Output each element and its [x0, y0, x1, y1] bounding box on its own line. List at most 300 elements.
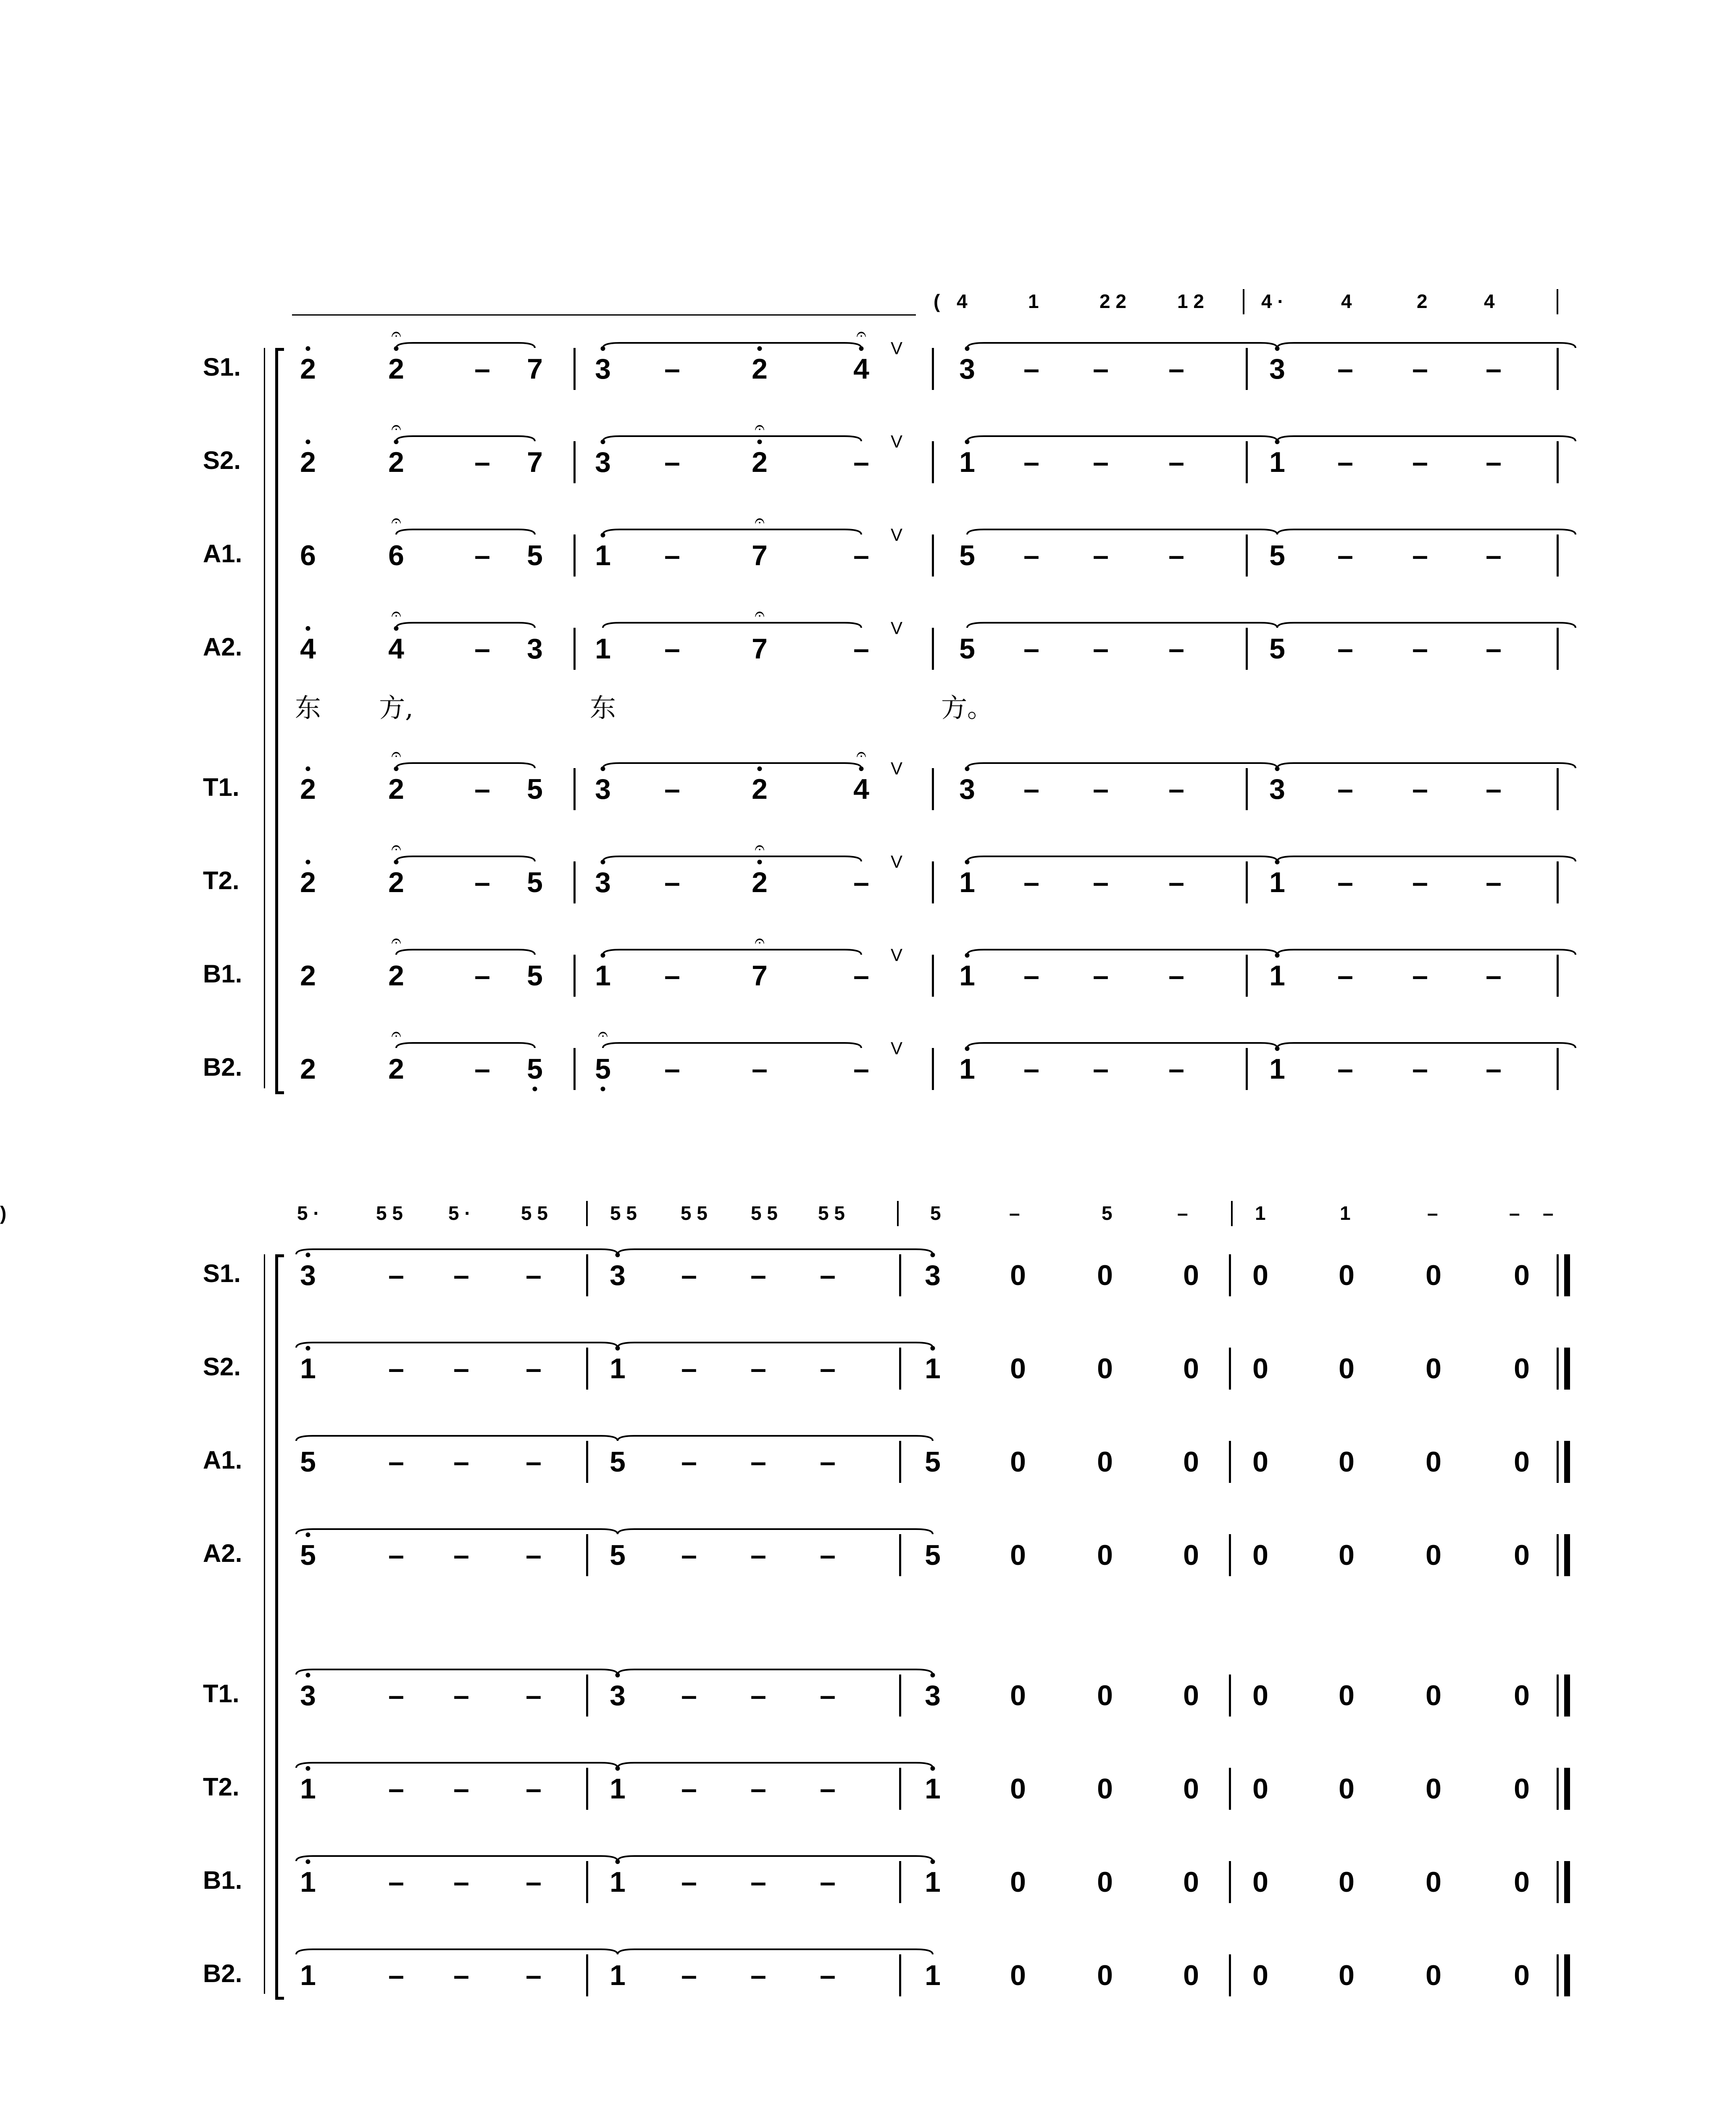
- note-digit: 3: [1269, 353, 1285, 385]
- cue-note: 5: [1102, 1202, 1113, 1224]
- fermata-icon: 𝄐: [391, 324, 401, 344]
- extension-dash: –: [388, 1353, 404, 1385]
- staff-label: S2.: [203, 446, 241, 474]
- note-digit: 4: [853, 353, 869, 385]
- note-digit: 0: [1183, 1539, 1199, 1571]
- note-digit: 1: [610, 1353, 626, 1385]
- note-digit: 0: [1252, 1446, 1268, 1478]
- slur: [618, 1529, 933, 1534]
- note-digit: 3: [959, 773, 975, 805]
- note-digit: 1: [959, 446, 975, 478]
- extension-dash: –: [1337, 633, 1353, 665]
- note-digit: 5: [610, 1446, 626, 1478]
- octave-dot-above: [306, 1253, 310, 1257]
- note-digit: 5: [527, 866, 543, 898]
- note-digit: 0: [1097, 1353, 1113, 1385]
- note-digit: 1: [959, 866, 975, 898]
- note-digit: 5: [1269, 633, 1285, 665]
- barline: [1229, 1861, 1231, 1903]
- breath-mark: V: [891, 852, 903, 871]
- note-digit: 5: [595, 1053, 611, 1085]
- barline: [1229, 1674, 1231, 1717]
- cue-note: –: [1177, 1202, 1188, 1224]
- note-digit: 1: [300, 1773, 316, 1805]
- barline: [899, 1254, 901, 1296]
- extension-dash: –: [853, 446, 869, 478]
- extension-dash: –: [750, 1959, 766, 1991]
- extension-dash: –: [474, 1053, 490, 1085]
- cue-note: –: [1427, 1202, 1438, 1224]
- note-digit: 0: [1514, 1353, 1530, 1385]
- note-digit: 0: [1426, 1353, 1441, 1385]
- fermata-icon: 𝄐: [391, 603, 401, 624]
- cue-note: 5 5: [376, 1202, 403, 1224]
- staff-label: A2.: [203, 1539, 242, 1567]
- note-digit: 0: [1097, 1446, 1113, 1478]
- octave-dot-above: [615, 1673, 620, 1677]
- note-digit: 5: [610, 1539, 626, 1571]
- staff-label: A2.: [203, 633, 242, 661]
- extension-dash: –: [853, 540, 869, 571]
- final-barline-thick: [1564, 1768, 1570, 1810]
- note-digit: 3: [610, 1680, 626, 1711]
- note-digit: 1: [1269, 866, 1285, 898]
- extension-dash: –: [820, 1446, 836, 1478]
- note-digit: 2: [752, 353, 768, 385]
- extension-dash: –: [681, 1539, 697, 1571]
- extension-dash: –: [453, 1353, 469, 1385]
- fermata-icon: 𝄐: [391, 837, 401, 858]
- slur: [618, 1949, 933, 1954]
- note-digit: 2: [388, 773, 404, 805]
- note-digit: 4: [388, 633, 404, 665]
- note-digit: 0: [1339, 1959, 1355, 1991]
- fermata-icon: 𝄐: [391, 510, 401, 531]
- extension-dash: –: [1412, 446, 1428, 478]
- extension-dash: –: [681, 1353, 697, 1385]
- extension-dash: –: [681, 1259, 697, 1291]
- note-digit: 0: [1252, 1773, 1268, 1805]
- note-digit: 1: [595, 540, 611, 571]
- extension-dash: –: [1093, 960, 1109, 992]
- note-digit: 0: [1514, 1539, 1530, 1571]
- extension-dash: –: [1023, 960, 1039, 992]
- barline: [586, 1674, 588, 1717]
- breath-mark: V: [891, 618, 903, 638]
- note-digit: 2: [388, 1053, 404, 1085]
- note-digit: 6: [388, 540, 404, 571]
- extension-dash: –: [681, 1959, 697, 1991]
- fermata-icon: 𝄐: [755, 603, 765, 624]
- lyric-syllable: 方。: [941, 692, 994, 723]
- extension-dash: –: [1168, 866, 1184, 898]
- cue-note: –: [1009, 1202, 1020, 1224]
- note-digit: 0: [1252, 1680, 1268, 1711]
- extension-dash: –: [1093, 773, 1109, 805]
- extension-dash: –: [1168, 446, 1184, 478]
- extension-dash: –: [1023, 540, 1039, 571]
- slur: [618, 1669, 933, 1674]
- note-digit: 7: [752, 960, 768, 992]
- barline: [899, 1954, 901, 1996]
- staff-label: T2.: [203, 1773, 239, 1801]
- extension-dash: –: [388, 1959, 404, 1991]
- extension-dash: –: [681, 1446, 697, 1478]
- octave-dot-above: [306, 1766, 310, 1771]
- note-digit: 2: [388, 353, 404, 385]
- cue-note: 1: [1255, 1202, 1266, 1224]
- final-barline-thick: [1564, 1674, 1570, 1717]
- extension-dash: –: [664, 773, 680, 805]
- extension-dash: –: [1168, 353, 1184, 385]
- note-digit: 0: [1339, 1680, 1355, 1711]
- barline: [1229, 1254, 1231, 1296]
- note-digit: 0: [1183, 1446, 1199, 1478]
- note-digit: 0: [1010, 1539, 1026, 1571]
- staff-label: B2.: [203, 1959, 242, 1988]
- breath-mark: V: [891, 945, 903, 965]
- note-digit: 0: [1097, 1959, 1113, 1991]
- extension-dash: –: [1093, 1053, 1109, 1085]
- extension-dash: –: [750, 1773, 766, 1805]
- note-digit: 2: [300, 773, 316, 805]
- cue-note: 2 2: [1099, 290, 1126, 312]
- barline: [899, 1674, 901, 1717]
- extension-dash: –: [1412, 633, 1428, 665]
- extension-dash: –: [526, 1773, 542, 1805]
- octave-dot-above: [931, 1673, 935, 1677]
- extension-dash: –: [1168, 773, 1184, 805]
- lyric-syllable: 东: [295, 692, 321, 723]
- note-digit: 0: [1339, 1446, 1355, 1478]
- extension-dash: –: [526, 1446, 542, 1478]
- note-digit: 0: [1339, 1866, 1355, 1898]
- extension-dash: –: [388, 1680, 404, 1711]
- cue-note: 4: [1341, 290, 1352, 312]
- extension-dash: –: [664, 633, 680, 665]
- extension-dash: –: [750, 1680, 766, 1711]
- note-digit: 1: [595, 633, 611, 665]
- extension-dash: –: [1486, 960, 1502, 992]
- breath-mark: V: [891, 1038, 903, 1058]
- extension-dash: –: [526, 1259, 542, 1291]
- note-digit: 0: [1097, 1680, 1113, 1711]
- slur: [618, 1856, 933, 1861]
- cue-note: 1 2: [1177, 290, 1204, 312]
- note-digit: 0: [1183, 1353, 1199, 1385]
- note-digit: 0: [1339, 1259, 1355, 1291]
- cue-note: 4: [957, 290, 968, 312]
- breath-mark: V: [891, 525, 903, 545]
- octave-dot-above: [931, 1346, 935, 1351]
- extension-dash: –: [1168, 540, 1184, 571]
- note-digit: 3: [925, 1680, 941, 1711]
- note-digit: 4: [853, 773, 869, 805]
- extension-dash: –: [681, 1680, 697, 1711]
- extension-dash: –: [1337, 960, 1353, 992]
- barline: [586, 1254, 588, 1296]
- barline: [586, 1348, 588, 1390]
- barline: [899, 1534, 901, 1576]
- extension-dash: –: [1023, 353, 1039, 385]
- note-digit: 0: [1514, 1680, 1530, 1711]
- extension-dash: –: [750, 1446, 766, 1478]
- slur: [296, 1763, 618, 1768]
- note-digit: 1: [610, 1866, 626, 1898]
- extension-dash: –: [1093, 540, 1109, 571]
- slur: [618, 1436, 933, 1441]
- note-digit: 0: [1097, 1866, 1113, 1898]
- cue-note: 5 5: [610, 1202, 637, 1224]
- cue-note: –: [1509, 1202, 1520, 1224]
- final-barline: [1557, 1954, 1559, 1996]
- note-digit: 1: [595, 960, 611, 992]
- extension-dash: –: [664, 866, 680, 898]
- extension-dash: –: [664, 540, 680, 571]
- note-digit: 2: [300, 866, 316, 898]
- note-digit: 0: [1252, 1353, 1268, 1385]
- note-digit: 0: [1183, 1866, 1199, 1898]
- extension-dash: –: [1412, 353, 1428, 385]
- note-digit: 0: [1426, 1773, 1441, 1805]
- note-digit: 1: [925, 1773, 941, 1805]
- staff-label: S1.: [203, 1259, 241, 1287]
- extension-dash: –: [681, 1866, 697, 1898]
- extension-dash: –: [1023, 633, 1039, 665]
- note-digit: 5: [1269, 540, 1285, 571]
- extension-dash: –: [474, 773, 490, 805]
- note-digit: 2: [752, 773, 768, 805]
- octave-dot-above: [931, 1253, 935, 1257]
- note-digit: 2: [300, 1053, 316, 1085]
- note-digit: 1: [925, 1353, 941, 1385]
- note-digit: 5: [959, 540, 975, 571]
- slur: [296, 1436, 618, 1441]
- extension-dash: –: [750, 1866, 766, 1898]
- extension-dash: –: [1486, 1053, 1502, 1085]
- extension-dash: –: [453, 1539, 469, 1571]
- barline: [1229, 1441, 1231, 1483]
- note-digit: 6: [300, 540, 316, 571]
- extension-dash: –: [820, 1959, 836, 1991]
- note-digit: 3: [595, 866, 611, 898]
- extension-dash: –: [1486, 353, 1502, 385]
- note-digit: 0: [1010, 1446, 1026, 1478]
- extension-dash: –: [820, 1866, 836, 1898]
- octave-dot-above: [306, 1532, 310, 1537]
- note-digit: 1: [610, 1959, 626, 1991]
- slur: [618, 1343, 933, 1348]
- note-digit: 0: [1426, 1539, 1441, 1571]
- octave-dot-above: [306, 1859, 310, 1864]
- final-barline: [1557, 1348, 1559, 1390]
- fermata-icon: 𝄐: [755, 930, 765, 951]
- note-digit: 0: [1010, 1866, 1026, 1898]
- extension-dash: –: [1337, 773, 1353, 805]
- note-digit: 5: [300, 1446, 316, 1478]
- extension-dash: –: [1412, 1053, 1428, 1085]
- extension-dash: –: [820, 1680, 836, 1711]
- octave-dot-above: [615, 1859, 620, 1864]
- note-digit: 1: [1269, 960, 1285, 992]
- note-digit: 2: [300, 446, 316, 478]
- barline: [1229, 1954, 1231, 1996]
- extension-dash: –: [526, 1353, 542, 1385]
- extension-dash: –: [1486, 773, 1502, 805]
- slur: [618, 1249, 933, 1254]
- note-digit: 3: [610, 1259, 626, 1291]
- fermata-icon: 𝄐: [856, 324, 866, 344]
- note-digit: 0: [1010, 1259, 1026, 1291]
- staff-label: T2.: [203, 866, 239, 895]
- staff-label: T1.: [203, 1680, 239, 1708]
- octave-dot-above: [306, 1346, 310, 1351]
- extension-dash: –: [526, 1680, 542, 1711]
- cue-note: 5 ·: [448, 1202, 471, 1224]
- note-digit: 3: [925, 1259, 941, 1291]
- cue-note: 1: [1340, 1202, 1351, 1224]
- cue-note: ): [0, 1202, 7, 1224]
- extension-dash: –: [750, 1539, 766, 1571]
- note-digit: 0: [1010, 1680, 1026, 1711]
- extension-dash: –: [1412, 866, 1428, 898]
- note-digit: 1: [610, 1773, 626, 1805]
- barline: [586, 1441, 588, 1483]
- extension-dash: –: [474, 540, 490, 571]
- barline: [586, 1954, 588, 1996]
- note-digit: 0: [1426, 1259, 1441, 1291]
- cue-note: 5 5: [751, 1202, 778, 1224]
- cue-note: 5 ·: [297, 1202, 320, 1224]
- extension-dash: –: [1093, 866, 1109, 898]
- extension-dash: –: [750, 1259, 766, 1291]
- note-digit: 0: [1339, 1353, 1355, 1385]
- cue-barline: [1231, 1201, 1233, 1226]
- final-barline-thick: [1564, 1254, 1570, 1296]
- extension-dash: –: [474, 446, 490, 478]
- fermata-icon: 𝄐: [856, 744, 866, 764]
- extension-dash: –: [1093, 633, 1109, 665]
- note-digit: 0: [1097, 1539, 1113, 1571]
- octave-dot-above: [615, 1346, 620, 1351]
- note-digit: 0: [1252, 1866, 1268, 1898]
- cue-note: (: [934, 290, 940, 312]
- note-digit: 3: [595, 773, 611, 805]
- staff-label: T1.: [203, 773, 239, 801]
- note-digit: 0: [1010, 1353, 1026, 1385]
- extension-dash: –: [1023, 446, 1039, 478]
- note-digit: 7: [752, 633, 768, 665]
- note-digit: 4: [300, 633, 316, 665]
- cue-note: 4: [1484, 290, 1495, 312]
- note-digit: 0: [1426, 1446, 1441, 1478]
- cue-note: 1: [1028, 290, 1039, 312]
- note-digit: 2: [300, 353, 316, 385]
- extension-dash: –: [1337, 540, 1353, 571]
- final-barline: [1557, 1534, 1559, 1576]
- extension-dash: –: [820, 1259, 836, 1291]
- extension-dash: –: [388, 1866, 404, 1898]
- final-barline: [1557, 1674, 1559, 1717]
- extension-dash: –: [453, 1680, 469, 1711]
- note-digit: 3: [527, 633, 543, 665]
- slur: [296, 1249, 618, 1254]
- extension-dash: –: [1093, 446, 1109, 478]
- note-digit: 1: [1269, 446, 1285, 478]
- slur: [296, 1669, 618, 1674]
- note-digit: 0: [1514, 1866, 1530, 1898]
- staff-label: B1.: [203, 960, 242, 988]
- breath-mark: V: [891, 758, 903, 778]
- extension-dash: –: [664, 446, 680, 478]
- extension-dash: –: [453, 1259, 469, 1291]
- extension-dash: –: [1412, 773, 1428, 805]
- extension-dash: –: [1412, 540, 1428, 571]
- note-digit: 1: [959, 960, 975, 992]
- octave-dot-above: [306, 1673, 310, 1677]
- note-digit: 2: [388, 866, 404, 898]
- note-digit: 0: [1183, 1959, 1199, 1991]
- extension-dash: –: [1337, 866, 1353, 898]
- barline: [1229, 1534, 1231, 1576]
- extension-dash: –: [388, 1259, 404, 1291]
- note-digit: 2: [388, 960, 404, 992]
- extension-dash: –: [1486, 866, 1502, 898]
- fermata-icon: 𝄐: [391, 417, 401, 437]
- extension-dash: –: [1412, 960, 1428, 992]
- note-digit: 0: [1252, 1959, 1268, 1991]
- octave-dot-above: [615, 1766, 620, 1771]
- staff-label: S1.: [203, 353, 241, 381]
- note-digit: 0: [1514, 1446, 1530, 1478]
- extension-dash: –: [526, 1866, 542, 1898]
- note-digit: 2: [300, 960, 316, 992]
- note-digit: 0: [1010, 1773, 1026, 1805]
- note-digit: 0: [1514, 1959, 1530, 1991]
- extension-dash: –: [664, 960, 680, 992]
- final-barline: [1557, 1768, 1559, 1810]
- extension-dash: –: [474, 353, 490, 385]
- final-barline-thick: [1564, 1954, 1570, 1996]
- note-digit: 5: [527, 540, 543, 571]
- extension-dash: –: [853, 1053, 869, 1085]
- fermata-icon: 𝄐: [755, 510, 765, 531]
- extension-dash: –: [1337, 353, 1353, 385]
- extension-dash: –: [388, 1539, 404, 1571]
- barline: [899, 1441, 901, 1483]
- note-digit: 7: [527, 353, 543, 385]
- slur: [296, 1856, 618, 1861]
- extension-dash: –: [853, 633, 869, 665]
- fermata-icon: 𝄐: [598, 1024, 608, 1044]
- extension-dash: –: [1486, 446, 1502, 478]
- lyric-syllable: 东: [589, 692, 616, 723]
- cue-note: 5: [930, 1202, 941, 1224]
- note-digit: 1: [300, 1959, 316, 1991]
- final-barline: [1557, 1861, 1559, 1903]
- extension-dash: –: [1168, 1053, 1184, 1085]
- note-digit: 3: [959, 353, 975, 385]
- extension-dash: –: [474, 960, 490, 992]
- note-digit: 0: [1426, 1680, 1441, 1711]
- extension-dash: –: [1337, 446, 1353, 478]
- note-digit: 0: [1183, 1773, 1199, 1805]
- note-digit: 2: [752, 446, 768, 478]
- final-barline-thick: [1564, 1534, 1570, 1576]
- fermata-icon: 𝄐: [755, 837, 765, 858]
- note-digit: 1: [925, 1866, 941, 1898]
- barline: [1229, 1768, 1231, 1810]
